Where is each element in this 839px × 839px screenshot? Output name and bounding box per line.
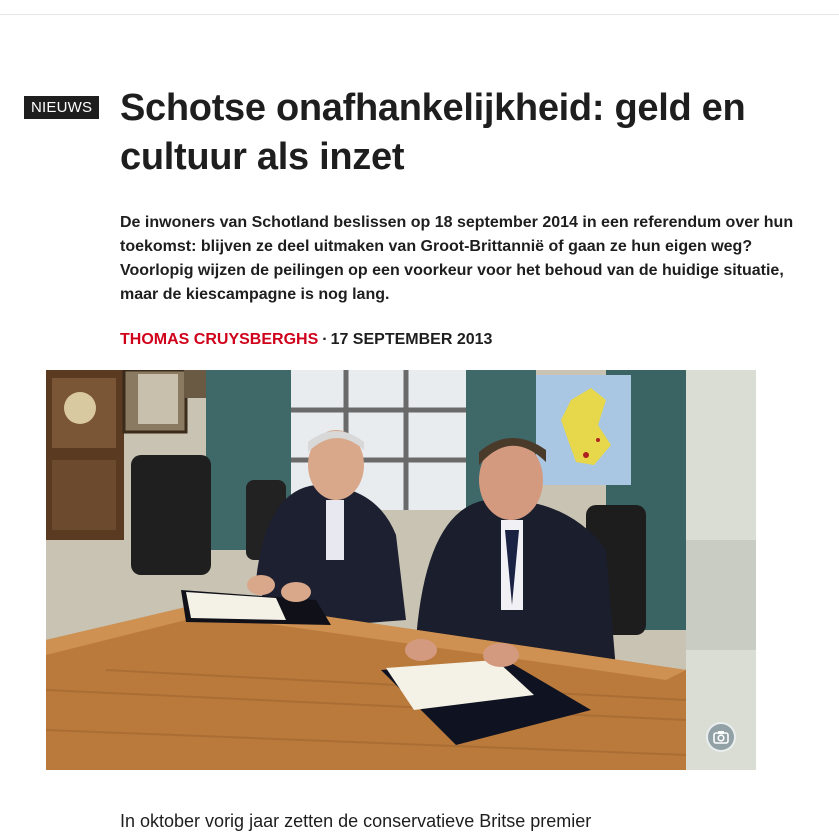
article-title: Schotse onafhankelijkheid: geld en cultuur als inzet xyxy=(120,87,746,178)
article-body-first-line: In oktober vorig jaar zetten de conservatieve Britse premier xyxy=(120,811,592,831)
byline-separator: · xyxy=(322,331,328,348)
article-photo[interactable] xyxy=(46,370,756,770)
publish-date: 17 SEPTEMBER 2013 xyxy=(330,331,493,348)
author-link[interactable]: THOMAS CRUYSBERGHS xyxy=(120,331,319,348)
article-lead: De inwoners van Schotland beslissen op 18 september 2014 in een referendum over hun toekomst: blijven ze deel uitmaken van Groot-Brittannië of gaan ze hun eigen weg? Voorlopig wijzen de peilingen op een voorkeur voor het behoud van de huidige situatie, maar de kiescampagne is nog lang. xyxy=(120,214,794,303)
photo-illustration xyxy=(46,370,756,770)
camera-icon[interactable] xyxy=(706,722,736,752)
byline xyxy=(120,328,492,352)
category-badge[interactable]: NIEUWS xyxy=(24,96,99,119)
top-navigation-bar xyxy=(0,0,839,15)
